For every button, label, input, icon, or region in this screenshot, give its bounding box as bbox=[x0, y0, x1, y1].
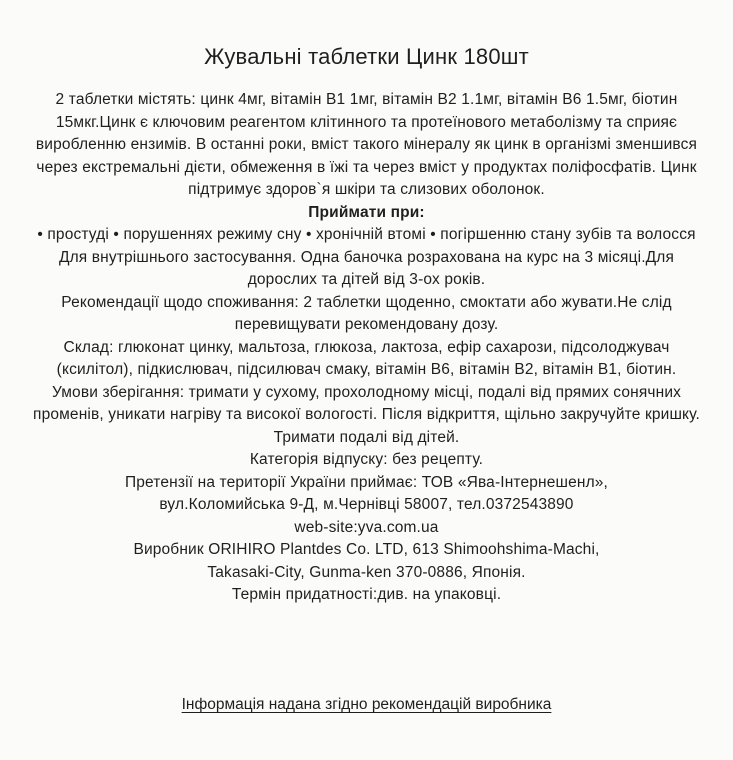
claims-line-1: Претензії на території України приймає: ТОВ «Ява-Інтернешенл», bbox=[124, 473, 609, 491]
ingredients-paragraph: Склад: глюконат цинку, мальтоза, глюкоза, лактоза, ефір сахарози, підсолоджувач (ксилітол), підкислювач, підсилювач смаку, вітамін B6, вітамін B2, вітамін B1, біотин. bbox=[56, 338, 677, 378]
footer bbox=[0, 694, 733, 716]
composition-paragraph: 2 таблетки містять: цинк 4мг, вітамін B1 1мг, вітамін B2 1.1мг, вітамін B6 1.5мг, біотин 15мкг.Цинк є ключовим реагентом клітинного та протеїнового метаболізму та сприяє виробленню ензимів. В останні роки, вміст такого мінералу як цинк в організмі зменшився через екстремальні дієти, обмеження в їжі та через вміст у продуктах поліфосфатів. Цинк підтримує здоров`я шкіри та слизових оболонок. bbox=[35, 91, 698, 198]
storage-paragraph: Умови зберігання: тримати у сухому, прохолодному місці, подалі від прямих сонячних променів, уникати нагріву та високої вологості. Після відкриття, щільно закручуйте кришку. Тримати подалі від дітей. bbox=[33, 383, 700, 446]
claims-line-2: вул.Коломийська 9-Д, м.Чернівці 58007, тел.0372543890 bbox=[159, 496, 574, 513]
take-when-list: • простуді • порушеннях режиму сну • хронічній втомі • погіршенню стану зубів та волосся bbox=[37, 226, 696, 243]
product-title: Жувальні таблетки Цинк 180шт bbox=[204, 44, 529, 69]
take-when-heading: Приймати при: bbox=[308, 203, 425, 221]
usage-paragraph: Для внутрішнього застосування. Одна баночка розрахована на курс на 3 місяці.Для дорослих та дітей від 3-ох років. bbox=[58, 248, 675, 288]
label-body bbox=[26, 89, 707, 607]
website: web-site:yva.com.ua bbox=[294, 518, 439, 536]
manufacturer-line-1: Виробник ORIHIRO Plantdes Co. LTD, 613 Shimoohshima-Machi, bbox=[133, 541, 600, 558]
recommendations-paragraph: Рекомендації щодо споживання: 2 таблетки щоденно, смоктати або жувати.Не слід перевищувати рекомендовану дозу. bbox=[61, 293, 672, 333]
manufacturer-line-2: Takasaki-City, Gunma-ken 370-0886, Японія. bbox=[207, 563, 526, 581]
source-note: Інформація надана згідно рекомендацій виробника bbox=[181, 696, 552, 713]
dispensing-category: Категорія відпуску: без рецепту. bbox=[249, 451, 484, 468]
expiry-info: Термін придатності:див. на упаковці. bbox=[231, 586, 502, 603]
